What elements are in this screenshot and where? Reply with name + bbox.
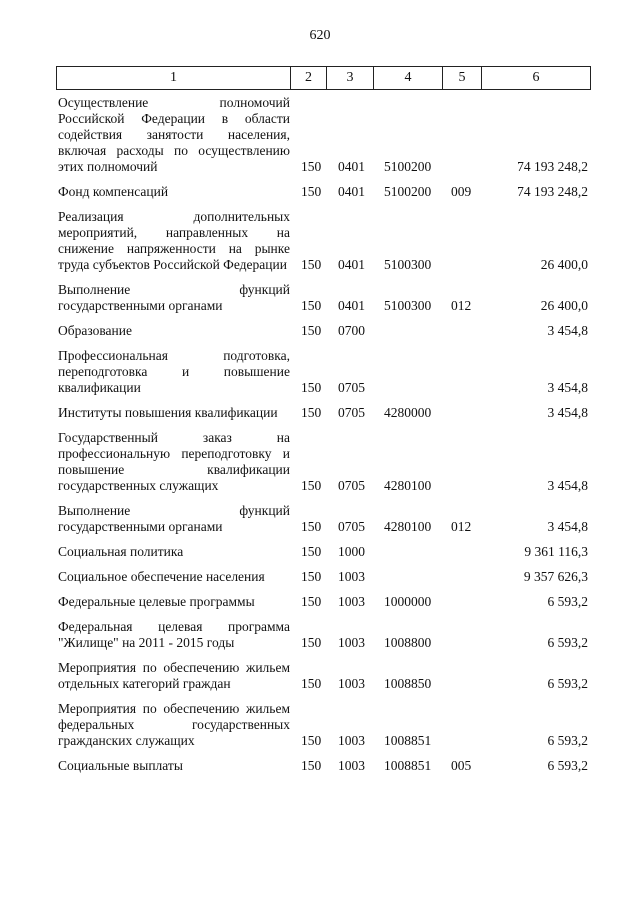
department-code: 150 (301, 298, 322, 313)
department-code: 150 (301, 594, 322, 609)
row-name: Осуществление полномочий Российской Федерации в области содействия занятости населения, включая расходы по осуществлению этих полномочий (58, 95, 290, 174)
table-row (58, 701, 590, 749)
department-code: 150 (301, 569, 322, 584)
target-article-code: 5100200 (384, 159, 432, 174)
column-header-6: 6 (482, 67, 591, 90)
row-name: Федеральные целевые программы (58, 594, 255, 609)
target-article-code: 4280100 (384, 519, 432, 534)
row-name: Социальные выплаты (58, 758, 183, 773)
table-row (58, 323, 590, 339)
budget-table-body (58, 95, 590, 783)
amount: 6 593,2 (547, 758, 588, 773)
section-code: 0705 (338, 478, 365, 493)
target-article-code: 1008851 (384, 733, 432, 748)
section-code: 0705 (338, 405, 365, 420)
column-header-3: 3 (327, 67, 374, 90)
column-header-4: 4 (374, 67, 443, 90)
row-name: Образование (58, 323, 132, 338)
department-code: 150 (301, 380, 322, 395)
section-code: 1003 (338, 569, 365, 584)
expense-type-code: 012 (451, 298, 472, 313)
amount: 6 593,2 (547, 594, 588, 609)
department-code: 150 (301, 519, 322, 534)
page-number: 620 (309, 28, 331, 43)
target-article-code: 1008851 (384, 758, 432, 773)
expense-type-code: 005 (451, 758, 472, 773)
section-code: 1003 (338, 758, 365, 773)
target-article-code: 1008800 (384, 635, 432, 650)
target-article-code: 4280000 (384, 405, 432, 420)
department-code: 150 (301, 478, 322, 493)
table-row (58, 758, 590, 774)
table-row (58, 209, 590, 273)
department-code: 150 (301, 323, 322, 338)
department-code: 150 (301, 635, 322, 650)
row-name: Профессиональная подготовка, переподготовка и повышение квалификации (58, 348, 290, 395)
amount: 9 361 116,3 (524, 544, 588, 559)
amount: 6 593,2 (547, 635, 588, 650)
row-name: Социальное обеспечение населения (58, 569, 265, 584)
column-header-table (56, 66, 591, 90)
section-code: 0401 (338, 184, 365, 199)
row-name: Федеральная целевая программа "Жилище" на 2011 - 2015 годы (58, 619, 290, 650)
department-code: 150 (301, 676, 322, 691)
column-header-2: 2 (291, 67, 327, 90)
section-code: 0705 (338, 380, 365, 395)
section-code: 0401 (338, 298, 365, 313)
section-code: 0401 (338, 257, 365, 272)
section-code: 0700 (338, 323, 365, 338)
table-row (58, 430, 590, 494)
row-name: Государственный заказ на профессиональную переподготовку и повышение квалификации государственных служащих (58, 430, 290, 493)
row-name: Выполнение функций государственными органами (58, 503, 290, 534)
department-code: 150 (301, 184, 322, 199)
table-row (58, 594, 590, 610)
amount: 3 454,8 (547, 405, 588, 420)
table-row (58, 503, 590, 535)
row-name: Институты повышения квалификации (58, 405, 278, 420)
expense-type-code: 009 (451, 184, 472, 199)
table-row (58, 282, 590, 314)
row-name: Мероприятия по обеспечению жильем отдельных категорий граждан (58, 660, 290, 691)
row-name: Фонд компенсаций (58, 184, 169, 199)
target-article-code: 5100300 (384, 298, 432, 313)
section-code: 1000 (338, 544, 365, 559)
table-row (58, 569, 590, 585)
department-code: 150 (301, 733, 322, 748)
row-name: Социальная политика (58, 544, 184, 559)
department-code: 150 (301, 758, 322, 773)
section-code: 1003 (338, 676, 365, 691)
section-code: 1003 (338, 594, 365, 609)
table-row (58, 619, 590, 651)
amount: 26 400,0 (540, 257, 588, 272)
column-header-1: 1 (57, 67, 291, 90)
amount: 6 593,2 (547, 676, 588, 691)
target-article-code: 5100300 (384, 257, 432, 272)
table-row (58, 184, 590, 200)
expense-type-code: 012 (451, 519, 472, 534)
department-code: 150 (301, 257, 322, 272)
department-code: 150 (301, 544, 322, 559)
table-row (58, 348, 590, 396)
amount: 74 193 248,2 (517, 184, 588, 199)
table-row (58, 660, 590, 692)
department-code: 150 (301, 159, 322, 174)
amount: 6 593,2 (547, 733, 588, 748)
row-name: Выполнение функций государственными органами (58, 282, 290, 313)
column-header-5: 5 (443, 67, 482, 90)
target-article-code: 5100200 (384, 184, 432, 199)
section-code: 1003 (338, 635, 365, 650)
amount: 3 454,8 (547, 519, 588, 534)
target-article-code: 4280100 (384, 478, 432, 493)
row-name: Реализация дополнительных мероприятий, направленных на снижение напряженности на рынке труда субъектов Российской Федерации (58, 209, 290, 272)
table-row (58, 405, 590, 421)
target-article-code: 1008850 (384, 676, 432, 691)
amount: 26 400,0 (540, 298, 588, 313)
amount: 3 454,8 (547, 380, 588, 395)
column-header-row (57, 67, 591, 90)
department-code: 150 (301, 405, 322, 420)
amount: 3 454,8 (547, 478, 588, 493)
table-row (58, 95, 590, 175)
target-article-code: 1000000 (384, 594, 432, 609)
section-code: 1003 (338, 733, 365, 748)
amount: 9 357 626,3 (523, 569, 588, 584)
section-code: 0705 (338, 519, 365, 534)
amount: 74 193 248,2 (517, 159, 588, 174)
amount: 3 454,8 (547, 323, 588, 338)
section-code: 0401 (338, 159, 365, 174)
table-row (58, 544, 590, 560)
row-name: Мероприятия по обеспечению жильем федеральных государственных гражданских служащих (58, 701, 290, 748)
